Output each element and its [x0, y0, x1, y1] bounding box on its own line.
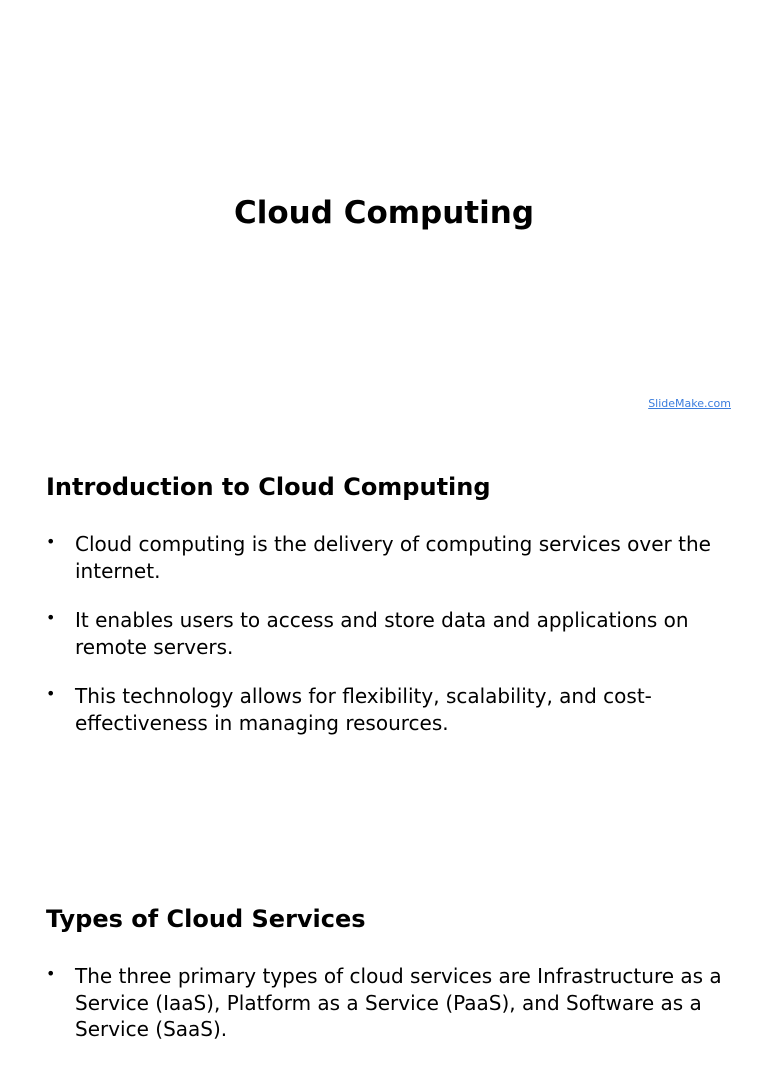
section-heading: Types of Cloud Services — [46, 905, 366, 933]
bullet-icon: • — [46, 608, 56, 627]
bullet-list — [46, 531, 736, 736]
slide-title: Cloud Computing — [233, 195, 535, 231]
bullet-icon: • — [46, 964, 56, 983]
section-introduction — [46, 472, 736, 759]
bullet-text: Cloud computing is the delivery of computing services over the internet. — [75, 532, 711, 583]
section-types-of-cloud-services — [46, 904, 736, 1066]
bullet-text: This technology allows for flexibility, scalability, and cost-effectiveness in managing resources. — [75, 684, 652, 735]
bullet-icon: • — [46, 532, 56, 551]
bullet-item — [46, 607, 736, 660]
bullet-item — [46, 683, 736, 736]
bullet-list — [46, 963, 736, 1043]
bullet-text: The three primary types of cloud services are Infrastructure as a Service (IaaS), Platform as a Service (PaaS), and Software as a Service (SaaS). — [75, 964, 722, 1041]
section-heading: Introduction to Cloud Computing — [46, 473, 491, 501]
bullet-item — [46, 531, 736, 584]
bullet-text: It enables users to access and store data and applications on remote servers. — [75, 608, 689, 659]
bullet-icon: • — [46, 684, 56, 703]
slidemake-link[interactable]: SlideMake.com — [648, 397, 731, 410]
title-slide — [0, 0, 768, 430]
bullet-item — [46, 963, 736, 1043]
